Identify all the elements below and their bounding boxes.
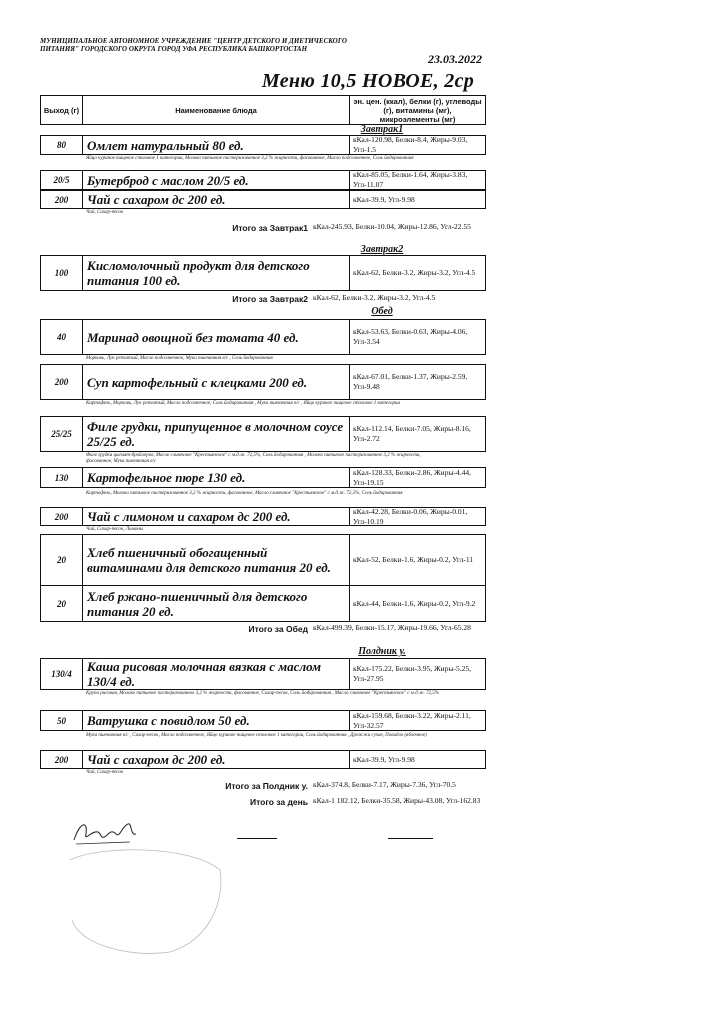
dish-nutrition: кКал-159.68, Белки-3.22, Жиры-2.11, Угл-32.57 <box>353 710 471 730</box>
total-label-lunch: Итого за Обед <box>248 624 308 634</box>
total-value-snack: кКал-374.8, Белки-7.17, Жиры-7.36, Угл-70.5 <box>313 780 456 789</box>
dish-ingredients: Филе грудки цыплят-бройлеров, Масло сливочное "Крестьянское" с м.д.ж. 72,5%, Соль йодированная , Молоко питьевое пастеризованное 3,2 % жирности, фасованное, Мука пшеничная в/с <box>86 453 421 464</box>
dish-yield: 200 <box>41 751 83 768</box>
column-header-nutrition: эн. цен. (ккал), белки (г), углеводы (г), витамины (мг), микроэлементы (мг) <box>349 95 486 125</box>
signature-line <box>388 838 433 839</box>
dish-nutrition: кКал-42.28, Белки-0.06, Жиры-0.01, Угл-10.19 <box>353 506 468 526</box>
dish-name: Омлет натуральный 80 ед. <box>83 136 350 154</box>
total-value-day: кКал-1 182.12, Белки-35.58, Жиры-43.08, Угл-162.83 <box>313 796 481 805</box>
dish-yield: 200 <box>41 191 83 208</box>
dish-yield: 20 <box>41 586 83 621</box>
dish-ingredients: Мука пшеничная в/с , Сахар-песок, Масло подсолнечное, Яйцо куриное пищевое столовое 1 категории, Соль йодированная , Дрожжи сухие, Повидло (яблочное) <box>86 733 427 738</box>
total-label-breakfast1: Итого за Завтрак1 <box>232 223 308 233</box>
table-row <box>40 170 486 190</box>
dish-ingredients: Чай, Сахар-песок <box>86 770 124 775</box>
table-row <box>40 135 486 155</box>
dish-nutrition: кКал-44, Белки-1.6, Жиры-0.2, Угл-9.2 <box>353 598 476 608</box>
dish-name: Картофельное пюре 130 ед. <box>83 468 350 487</box>
dish-ingredients: Картофель, Морковь, Лук репчатый, Масло подсолнечное, Соль йодированная , Мука пшеничная в/с , Яйцо куриное пищевое столовое 1 категории <box>86 401 400 406</box>
total-value-lunch: кКал-499.39, Белки-15.17, Жиры-19.66, Угл-65.28 <box>313 623 471 632</box>
dish-ingredients: Морковь, Лук репчатый, Масло подсолнечное, Мука пшеничная в/с , Соль йодированная <box>86 356 273 361</box>
dish-yield: 100 <box>41 256 83 290</box>
table-row <box>40 364 486 400</box>
table-row <box>40 750 486 769</box>
dish-name: Кисломолочный продукт для детского питания 100 ед. <box>83 256 350 290</box>
column-header-yield: Выход (г) <box>40 95 83 125</box>
dish-ingredients: Чай, Сахар-песок <box>86 210 124 215</box>
organization-name: МУНИЦИПАЛЬНОЕ АВТОНОМНОЕ УЧРЕЖДЕНИЕ "ЦЕНТР ДЕТСКОГО И ДИЕТИЧЕСКОГО ПИТАНИЯ" ГОРОДСКОГО ОКРУГА ГОРОД УФА РЕСПУБЛИКА БАШКОРТОСТАН <box>40 37 347 53</box>
table-row <box>40 507 486 526</box>
table-row <box>40 416 486 452</box>
column-header-name: Наименование блюда <box>82 95 350 125</box>
dish-nutrition: кКал-67.01, Белки-1.37, Жиры-2.59, Угл-9.48 <box>353 372 468 391</box>
dish-nutrition: кКал-128.33, Белки-2.86, Жиры-4.44, Угл-19.15 <box>353 467 471 487</box>
dish-yield: 80 <box>41 136 83 154</box>
dish-name: Хлеб пшеничный обогащенный витаминами для детского питания 20 ед. <box>83 535 350 585</box>
dish-nutrition: кКал-39.9, Угл-9.98 <box>353 194 415 204</box>
table-row <box>40 534 486 586</box>
dish-yield: 130/4 <box>41 659 83 689</box>
dish-nutrition: кКал-62, Белки-3.2, Жиры-3.2, Угл-4.5 <box>353 268 476 277</box>
dish-yield: 25/25 <box>41 417 83 451</box>
dish-name: Каша рисовая молочная вязкая с маслом 130/4 ед. <box>83 659 350 689</box>
table-row <box>40 319 486 355</box>
dish-name: Филе грудки, припущенное в молочном соусе 25/25 ед. <box>83 417 350 451</box>
dish-ingredients: Картофель, Молоко питьевое пастеризованное 3,2 % жирности, фасованное, Масло сливочное "Крестьянское" с м.д.ж. 72,5%, Соль йодированная <box>86 491 403 496</box>
dish-name: Ватрушка с повидлом 50 ед. <box>83 711 350 730</box>
dish-nutrition: кКал-53.63, Белки-0.63, Жиры-4.06, Угл-3.54 <box>353 327 468 346</box>
dish-name: Хлеб ржано-пшеничный для детского питания 20 ед. <box>83 586 350 621</box>
dish-nutrition: кКал-120.98, Белки-8.4, Жиры-9.03, Угл-1.5 <box>353 135 468 154</box>
meal-header-snack: Полдник у. <box>358 646 406 657</box>
meal-header-lunch: Обед <box>371 306 393 317</box>
dish-name: Чай с сахаром дс 200 ед. <box>83 751 350 768</box>
dish-yield: 200 <box>41 365 83 399</box>
dish-yield: 200 <box>41 508 83 525</box>
total-label-snack: Итого за Полдник у. <box>225 781 308 791</box>
dish-name: Чай с сахаром дс 200 ед. <box>83 191 350 208</box>
dish-nutrition: кКал-85.05, Белки-1.64, Жиры-3.83, Угл-11.07 <box>353 170 468 189</box>
total-label-day: Итого за день <box>249 797 308 807</box>
total-value-breakfast2: кКал-62, Белки-3.2, Жиры-3.2, Угл-4.5 <box>313 293 436 302</box>
page-title: Меню 10,5 НОВОЕ, 2ср <box>261 70 475 92</box>
menu-date: 23.03.2022 <box>428 52 482 66</box>
dish-ingredients: Яйцо куриное пищевое столовое 1 категории, Молоко питьевое пастеризованное 3,2 % жирности, фасованное, Масло подсолнечное, Соль йодированная <box>86 156 414 161</box>
meal-header-breakfast1: Завтрак1 <box>360 124 404 135</box>
table-row <box>40 585 486 622</box>
dish-name: Суп картофельный с клецками 200 ед. <box>83 365 350 399</box>
meal-header-breakfast2: Завтрак2 <box>360 244 404 255</box>
dish-nutrition: кКал-112.14, Белки-7.05, Жиры-8.16, Угл-2.72 <box>353 424 471 443</box>
stamp-outline <box>60 840 230 960</box>
table-row <box>40 255 486 291</box>
table-row <box>40 710 486 731</box>
dish-ingredients: Крупа рисовая, Молоко питьевое пастеризованное 3,2 % жирности, фасованное, Сахар-песок, Соль йодированная , Масло сливочное "Крестьянское" с м.д.ж. 72,5% <box>86 691 439 696</box>
total-label-breakfast2: Итого за Завтрак2 <box>232 294 308 304</box>
dish-name: Маринад овощной без томата 40 ед. <box>83 320 350 354</box>
dish-yield: 20/5 <box>41 171 83 189</box>
dish-yield: 20 <box>41 535 83 585</box>
dish-nutrition: кКал-39.9, Угл-9.98 <box>353 754 415 764</box>
table-row <box>40 467 486 488</box>
dish-yield: 130 <box>41 468 83 487</box>
signature-line <box>237 838 277 839</box>
dish-nutrition: кКал-175.22, Белки-3.95, Жиры-5.25, Угл-27.95 <box>353 664 471 683</box>
dish-ingredients: Чай, Сахар-песок, Лимоны <box>86 527 144 532</box>
dish-yield: 50 <box>41 711 83 730</box>
dish-name: Бутерброд с маслом 20/5 ед. <box>83 171 350 189</box>
table-row <box>40 658 486 690</box>
table-row <box>40 190 486 209</box>
dish-name: Чай с лимоном и сахаром дс 200 ед. <box>83 508 350 525</box>
dish-yield: 40 <box>41 320 83 354</box>
dish-nutrition: кКал-52, Белки-1.6, Жиры-0.2, Угл-11 <box>353 555 474 564</box>
total-value-breakfast1: кКал-245.93, Белки-10.04, Жиры-12.86, Угл-22.55 <box>313 222 471 231</box>
